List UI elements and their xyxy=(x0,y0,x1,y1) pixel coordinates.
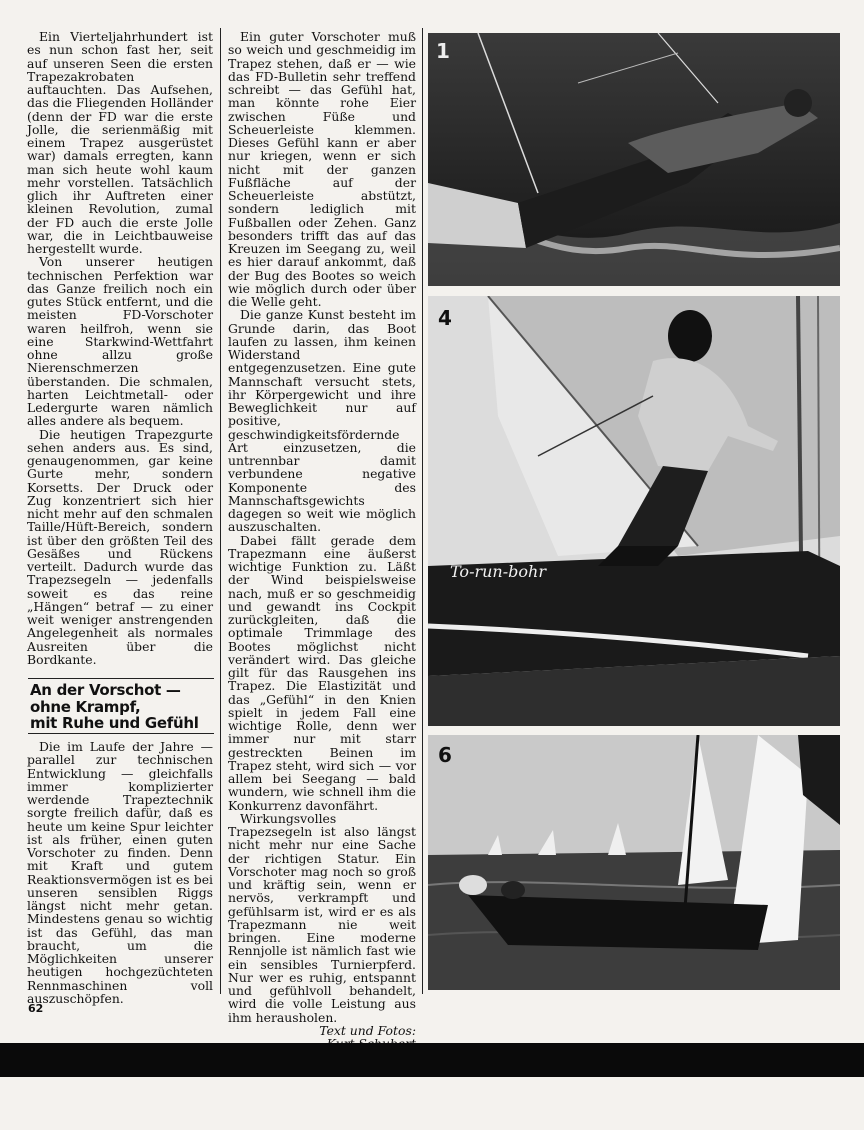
photo-number: 1 xyxy=(436,39,450,63)
paragraph: Die heutigen Trapezgurte sehen anders aus. Es sind, genaugenommen, gar keine Gurte mehr, sondern Korsetts. Der Druck oder Zug konzentriert sich hier nicht mehr auf den schmalen Taille/Hüft-Bereich, sondern ist über den größten Teil des Gesäßes und Rückens verteilt. Dadurch wurde das Trapezsegeln — jedenfalls soweit es das reine „Hängen“ betraf — zu einer weit weniger anstrengenden Angelegenheit als normales Ausreiten über die Bordkante. xyxy=(27,426,213,667)
photo-4 xyxy=(428,296,840,726)
article-column-1-continued xyxy=(27,740,213,1005)
bottom-scan-bar xyxy=(0,1043,864,1077)
paragraph: Die im Laufe der Jahre — parallel zur technischen Entwicklung — gleichfalls immer komplizierter werdende Trapeztechnik sorgte freilich dafür, daß es heute um keine Spur leichter ist als früher, einen guten Vorschoter zu finden. Denn mit Kraft und gutem Reaktionsvermögen ist es bei unseren sensiblen Riggs längst nicht mehr getan. Mindestens genau so wichtig ist das Gefühl, das man braucht, um die Möglichkeiten unserer heutigen hochgezüchteten Rennmaschinen voll auszuschöpfen. xyxy=(27,739,213,1006)
photo-6-image xyxy=(428,735,840,990)
photo-4-image xyxy=(428,296,840,726)
boat-hull-lettering: To-run-bohr xyxy=(450,562,546,581)
photo-number: 6 xyxy=(438,743,452,767)
paragraph: Ein Vierteljahrhundert ist es nun schon fast her, seit auf unseren Seen die ersten Trapezakrobaten auftauchten. Das Aufsehen, das die Fliegenden Holländer (denn der FD war die erste Jolle, die serienmäßig mit einem Trapez ausgerüstet war) damals erregten, kann man sich heute wohl kaum mehr vorstellen. Tatsächlich glich ihr Auftreten einer kleinen Revolution, zumal der FD auch die erste Jolle war, die in Leichtbauweise hergestellt wurde. xyxy=(27,29,213,256)
subheading-line: mit Ruhe und Gefühl xyxy=(30,714,199,732)
paragraph: Dabei fällt gerade dem Trapezmann eine äußerst wichtige Funktion zu. Läßt der Wind beispielsweise nach, muß er so geschmeidig und gewandt ins Cockpit zurückgleiten, daß die optimale Trimmlage des Bootes möglichst nicht verändert wird. Das gleiche gilt für das Rausgehen ins Trapez. Die Elastizität und das „Gefühl“ in den Knien spielt in jedem Fall eine wichtige Rolle, denn wer immer nur mit starr gestreckten Beinen im Trapez steht, wird sich — vor allem bei Seegang — bald wundern, wie schnell ihm die Konkurrenz davonfährt. xyxy=(228,532,416,813)
photo-1 xyxy=(428,33,840,286)
paragraph: Von unserer heutigen technischen Perfektion war das Ganze freilich noch ein gutes Stück entfernt, und die meisten FD-Vorschoter waren heilfroh, wenn sie eine Starkwind-Wettfahrt ohne allzu große Nierenschmerzen überstanden. Die schmalen, harten Leichtmetall- oder Ledergurte waren nämlich alles andere als bequem. xyxy=(27,254,213,429)
article-column-1 xyxy=(27,30,213,666)
heading-rule-bottom xyxy=(28,733,214,734)
photo-6 xyxy=(428,735,840,990)
page-number: 62 xyxy=(28,1002,44,1015)
credit-line: Text und Fotos: xyxy=(319,1022,416,1038)
column-divider xyxy=(422,28,423,994)
subheading-line: ohne Krampf, xyxy=(30,697,141,716)
photo-1-image xyxy=(428,33,840,286)
column-divider xyxy=(220,28,221,994)
paragraph: Ein guter Vorschoter muß so weich und geschmeidig im Trapez stehen, daß er — wie das FD-Bulletin sehr treffend schreibt — das Gefühl hat, man könnte rohe Eier zwischen Füße und Scheuerleiste klemmen. Dieses Gefühl kann er aber nur kriegen, wenn er sich nicht mit der ganzen Fußfläche auf der Scheuerleiste abstützt, sondern lediglich mit Fußballen oder Zehen. Ganz besonders trifft das auf das Kreuzen im Seegang zu, weil es hier darauf ankommt, daß der Bug des Bootes so weich wie möglich durch oder über die Welle geht. xyxy=(228,29,416,309)
paragraph: Die ganze Kunst besteht im Grunde darin, das Boot laufen zu lassen, ihm keinen Widerstand entgegenzusetzen. Eine gute Mannschaft versucht stets, ihr Körpergewicht und ihre Beweglichkeit nur auf positive, geschwindigkeitsfördernde Art einzusetzen, die untrennbar damit verbundene negative Komponente des Mannschaftsgewichts dagegen so weit wie möglich auszuschalten. xyxy=(228,307,416,535)
subheading xyxy=(30,682,216,732)
subheading-line: An der Vorschot — xyxy=(30,681,181,699)
article-column-2 xyxy=(228,30,416,1050)
paragraph: Wirkungsvolles Trapezsegeln ist also längst nicht mehr nur eine Sache der richtigen Statur. Ein Vorschoter mag noch so groß und kräftig sein, wenn er nervös, verkrampft und gefühlsarm ist, wird er es als Trapezmann nie weit bringen. Eine moderne Rennjolle ist nämlich fast wie ein sensibles Turnierpferd. Nur wer es ruhig, entspannt und gefühlvoll behandelt, wird die volle Leistung aus ihm herausholen. xyxy=(228,810,416,1025)
photo-number: 4 xyxy=(438,306,452,330)
heading-rule-top xyxy=(28,678,214,679)
